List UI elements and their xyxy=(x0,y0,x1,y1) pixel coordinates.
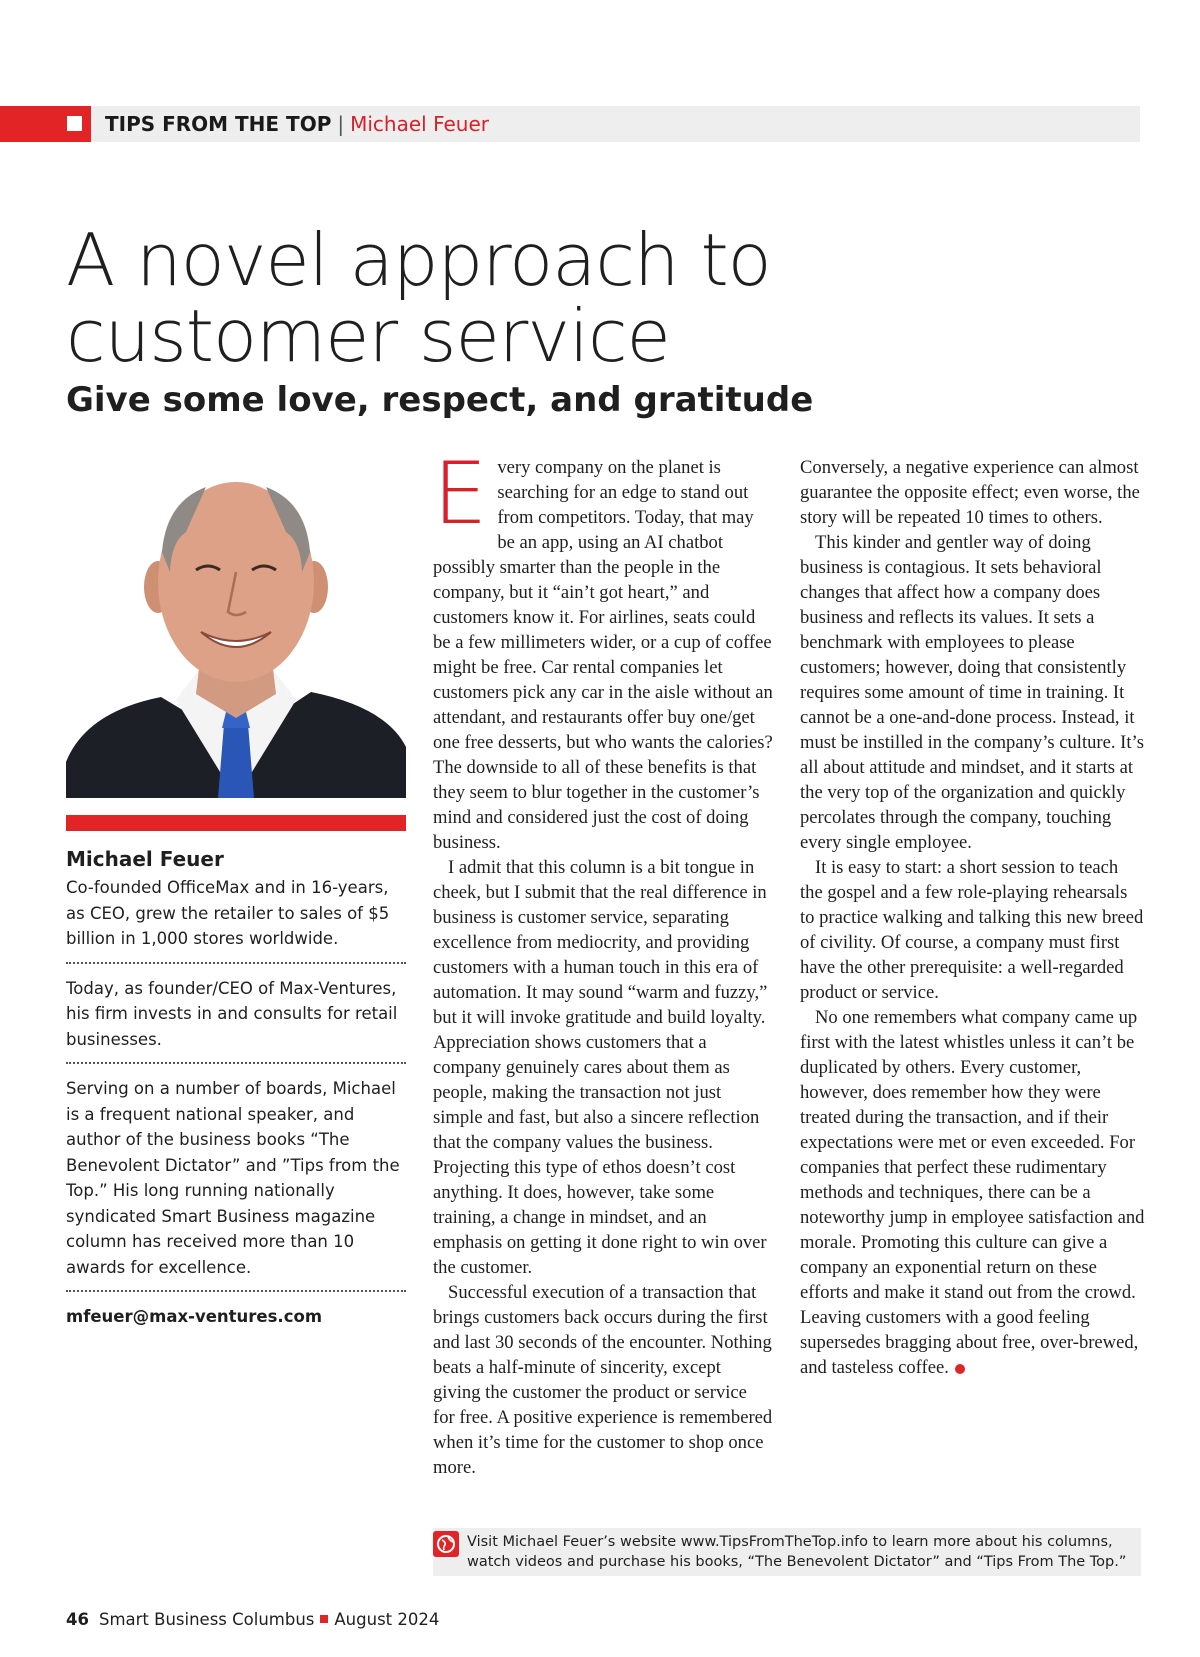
bio-paragraph-2: Today, as founder/CEO of Max-Ventures, his firm invests in and consults for retail businesses. xyxy=(66,978,398,1049)
header-accent-block xyxy=(0,106,91,142)
article-paragraph xyxy=(433,444,773,855)
globe-icon xyxy=(433,1531,459,1557)
author-bio xyxy=(66,845,406,1330)
article-paragraph xyxy=(800,1005,1145,1380)
end-mark-icon xyxy=(955,1364,965,1374)
title-line-2: customer service xyxy=(66,294,670,378)
bio-paragraph-1: Co-founded OfficeMax and in 16-years, as CEO, grew the retailer to sales of $5 billion in 1,000 stores worldwide. xyxy=(66,878,390,948)
author-email-link[interactable]: mfeuer@max-ventures.com xyxy=(66,1307,323,1326)
article-paragraph: This kinder and gentler way of doing business is contagious. It sets behavioral changes that affect how a company does business and reflects its values. It sets a benchmark with employees to please customers; however, doing that consistently requires some amount of time in training. It cannot be a one-and-done process. Instead, it must be instilled in the company’s culture. It’s all about attitude and mindset, and it starts at the very top of the organization and quickly percolates through the company, touching every single employee. xyxy=(800,532,1144,853)
bio-block-1 xyxy=(66,875,406,964)
header-separator: | xyxy=(337,112,345,136)
page-footer xyxy=(66,1610,439,1630)
globe-glyph-icon xyxy=(433,1531,459,1557)
article-paragraph-text: No one remembers what company came up first with the latest whistles unless it can’t be duplicated by others. Every customer, however, does remember how they were treated during the transaction, and if their expectations were met or even exceeded. For companies that perfect these rudimentary methods and techniques, there can be a noteworthy jump in employee satisfaction and morale. Promoting this culture can give a company an exponential return on these efforts and make it stand out from the crowd. Leaving customers with a good feeling supersedes bragging about free, over-brewed, and tasteless coffee. xyxy=(800,1007,1145,1378)
article-paragraph: I admit that this column is a bit tongue in cheek, but I submit that the real difference in business is customer service, separating excellence from mediocrity, and providing customers with a human touch in this era of automation. It may sound “warm and fuzzy,” but it will invoke gratitude and build loyalty. Appreciation shows customers that a company genuinely cares about them as people, making the transaction not just simple and fast, but also a sincere reflection that the company values the business. Projecting this type of ethos doesn’t cost anything. It does, however, take some training, a change in mindset, and an emphasis on getting it done right to win over the customer. xyxy=(433,857,768,1278)
bio-paragraph-3: Serving on a number of boards, Michael is a frequent national speaker, and author of the business books “The Benevolent Dictator” and ”Tips from the Top.” His long running nationally syndicated Smart Business magazine column has received more than 10 awards for excellence. xyxy=(66,1079,400,1277)
article-paragraph: It is easy to start: a short session to teach the gospel and a few role-playing rehearsals to practice walking and talking this new breed of civility. Of course, a company must first have the other prerequisite: a well-regarded product or service. xyxy=(800,857,1144,1003)
page-number: 46 xyxy=(66,1610,89,1629)
website-info-text: Visit Michael Feuer’s website www.TipsFromTheTop.info to learn more about his columns, watch videos and purchase his books, “The Benevolent Dictator” and “Tips From The Top.” xyxy=(467,1534,1127,1570)
author-portrait xyxy=(66,462,406,798)
header-square-icon xyxy=(67,116,82,131)
website-info-box xyxy=(433,1528,1141,1576)
drop-cap: E xyxy=(433,444,488,544)
article-paragraph: Conversely, a negative experience can almost guarantee the opposite effect; even worse, the story will be repeated 10 times to others. xyxy=(800,457,1140,528)
bio-block-2 xyxy=(66,976,406,1065)
portrait-illustration xyxy=(66,462,406,798)
article-paragraph-text: very company on the planet is searching for an edge to stand out from competitors. Today, that may be an app, using an AI chatbot possibly smarter than the people in the company, but it “ain’t got heart,” and customers know it. For airlines, seats could be a few millimeters wider, or a cup of coffee might be free. Car rental companies let customers pick any car in the aisle without an attendant, and restaurants offer buy one/get one free desserts, but who wants the calories? The downside to all of these benefits is that they seem to blur together in the customer’s mind and considered just the cost of doing business. xyxy=(433,457,773,853)
article-paragraph: Successful execution of a transaction that brings customers back occurs during the first and last 30 seconds of the encounter. Nothing beats a half-minute of sincerity, except giving the customer the product or service for free. A positive experience is remembered when it’s time for the customer to shop once more. xyxy=(433,1282,773,1478)
bio-name: Michael Feuer xyxy=(66,847,224,871)
title-line-1: A novel approach to xyxy=(66,218,771,302)
bio-block-3 xyxy=(66,1076,406,1292)
article-subtitle: Give some love, respect, and gratitude xyxy=(66,380,814,420)
section-header xyxy=(0,106,1140,142)
issue-date: August 2024 xyxy=(334,1610,440,1629)
article-title xyxy=(66,218,826,378)
header-author: Michael Feuer xyxy=(350,112,489,136)
section-label: TIPS FROM THE TOP xyxy=(105,112,332,136)
header-text xyxy=(105,113,489,135)
portrait-accent-bar xyxy=(66,815,406,831)
footer-square-icon xyxy=(320,1615,328,1623)
publication-name: Smart Business Columbus xyxy=(98,1610,315,1629)
article-column-2 xyxy=(800,455,1145,1380)
article-column-1 xyxy=(433,444,773,1480)
